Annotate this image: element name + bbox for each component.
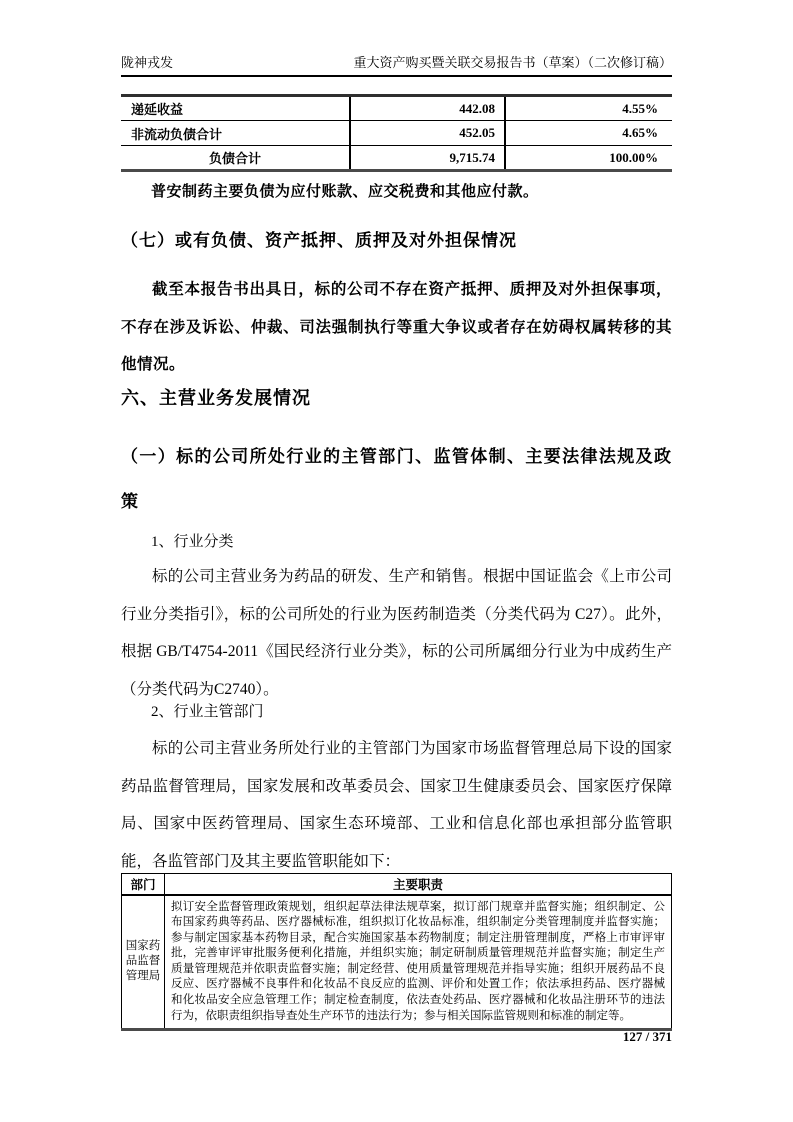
- subsection-2-paragraph: 标的公司主营业务所处行业的主管部门为国家市场监督管理总局下设的国家药品监督管理局，国家发展和改革委员会、国家卫生健康委员会、国家医疗保障局、国家中医药管理局、国家生态环境部、工业和信息化部也承担部分监管职能，各监管部门及其主要监管职能如下：: [121, 740, 672, 870]
- cell-percent: 4.65%: [505, 121, 672, 146]
- cell-amount: 452.05: [350, 121, 505, 146]
- paragraph-section-7: 截至本报告书出具日，标的公司不存在资产抵押、质押及对外担保事项，不存在涉及诉讼、仲裁、司法强制执行等重大争议或者存在妨碍权属转移的其他情况。: [121, 281, 672, 373]
- cell-item: 递延收益: [121, 96, 350, 121]
- table-row-total: [121, 146, 672, 171]
- page-footer: [121, 1029, 672, 1045]
- table-row: [121, 121, 672, 146]
- cell-item: 负债合计: [121, 146, 350, 171]
- cell-duty: 拟订安全监督管理政策规划，组织起草法律法规草案，拟订部门规章并监督实施；组织制定、公布国家药典等药品、医疗器械标准，组织拟订化妆品标准，组织制定分类管理制度并监督实施；参与制定国家基本药物目录，配合实施国家基本药物制度；制定注册管理制度，严格上市审评审批，完善审评审批服务便利化措施，并组织实施；制定研制质量管理规范并监督实施；制定生产质量管理规范并依职责监督实施；制定经营、使用质量管理规范并指导实施；组织开展药品不良反应、医疗器械不良事件和化妆品不良反应的监测、评价和处置工作；依法承担药品、医疗器械和化妆品安全应急管理工作；制定检查制度，依法查处药品、医疗器械和化妆品注册环节的违法行为，依职责组织指导查处生产环节的违法行为；参与相关国际监管规则和标准的制定等。: [171, 900, 665, 1022]
- liabilities-table: [121, 94, 672, 172]
- cell-amount: 9,715.74: [350, 146, 505, 171]
- cell-item: 非流动负债合计: [121, 121, 350, 146]
- cell-percent: 4.55%: [505, 96, 672, 121]
- subsection-1-paragraph: 标的公司主营业务为药品的研发、生产和销售。根据中国证监会《上市公司行业分类指引》，标的公司所处的行业为医药制造类（分类代码为 C27）。此外，根据 GB/T4754-2011《国民经济行业分类》，标的公司所属细分行业为中成药生产（分类代码为C2740）。: [121, 568, 672, 698]
- header-report-title: 重大资产购买暨关联交易报告书（草案）（二次修订稿）: [353, 55, 672, 70]
- cell-percent: 100.00%: [609, 149, 658, 165]
- header-duty: 主要职责: [165, 874, 672, 895]
- heading-chapter-6: 六、主营业务发展情况: [121, 388, 311, 408]
- subsection-2-title: 2、行业主管部门: [151, 704, 264, 720]
- heading-section-7: （七）或有负债、资产抵押、质押及对外担保情况: [121, 231, 517, 250]
- heading-section-6-1: （一）标的公司所处行业的主管部门、监管体制、主要法律法规及政策: [121, 447, 672, 511]
- table-row: [121, 96, 672, 121]
- header-company-name: 陇神戎发: [121, 55, 174, 70]
- table-row: [122, 895, 672, 1030]
- header-dept: 部门: [122, 874, 165, 895]
- liabilities-note: 普安制药主要负债为应付账款、应交税费和其他应付款。: [151, 184, 539, 200]
- regulators-table: [121, 873, 672, 1031]
- subsection-1-title: 1、行业分类: [151, 534, 234, 550]
- page-number: 127 / 371: [622, 1029, 672, 1044]
- cell-amount: 442.08: [350, 96, 505, 121]
- table-header-row: [122, 874, 672, 895]
- page-header: [121, 52, 672, 77]
- cell-dept: 国家药品监督管理局: [122, 895, 165, 1030]
